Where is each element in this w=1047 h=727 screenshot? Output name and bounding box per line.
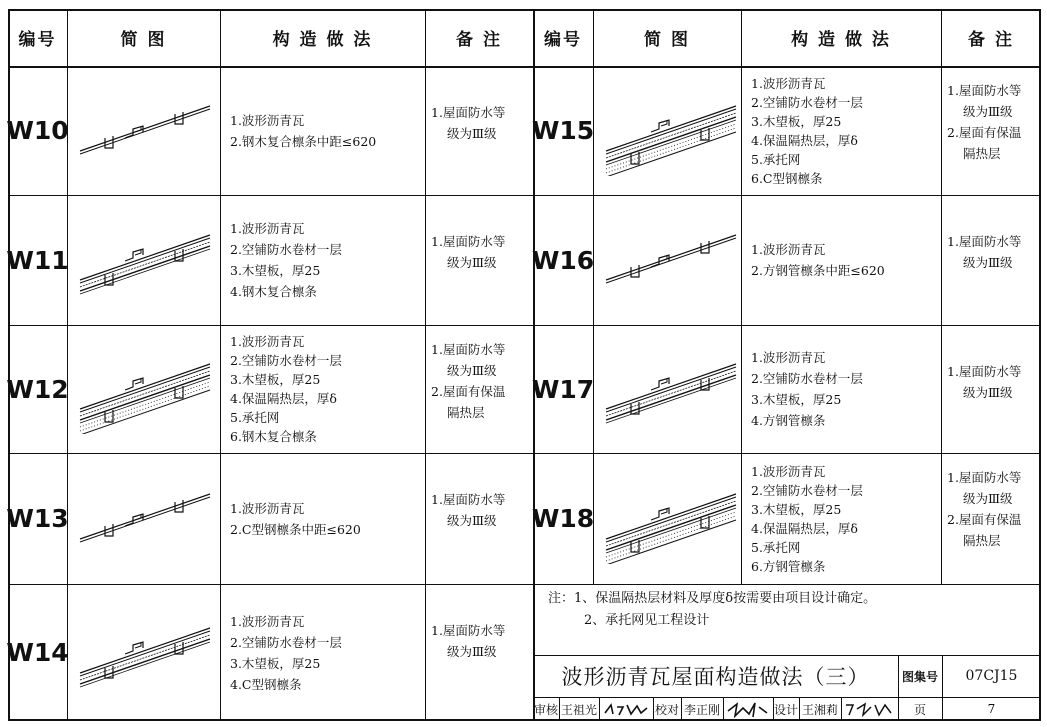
remark-item: 级为Ⅲ级 (447, 255, 497, 270)
left-header-method: 构 造 做 法 (220, 9, 425, 68)
layer-item: 3.木望板，厚25 (230, 372, 321, 387)
remark-list (947, 231, 1021, 273)
layer-item: 1.波形沥青瓦 (230, 334, 305, 349)
sketch-cell (601, 215, 741, 309)
page-label: 页 (913, 702, 926, 717)
designer-signature (843, 699, 897, 719)
remark-item: 级为Ⅲ级 (447, 644, 497, 659)
remark-item: 级为Ⅲ级 (963, 385, 1013, 400)
notes (548, 588, 876, 632)
remark-item: 隔热层 (963, 533, 1001, 548)
row-code: W15 (531, 116, 595, 145)
reviewer-name: 王祖光 (560, 702, 597, 717)
layer-item: 5.承托网 (230, 410, 280, 425)
note-line-2: 2、承托网见工程设计 (584, 613, 710, 628)
layer-item: 6.C型钢檩条 (751, 170, 823, 186)
remark-item: 1.屋面防水等 (947, 83, 1022, 98)
remark-item: 1.屋面防水等 (431, 492, 506, 507)
remark-item: 级为Ⅲ级 (963, 104, 1013, 119)
roof-section-sketch (75, 344, 215, 434)
remark-item: 1.屋面防水等 (431, 623, 506, 638)
row-code: W13 (6, 504, 69, 533)
remark-item: 1.屋面防水等 (947, 234, 1022, 249)
layer-item: 1.波形沥青瓦 (230, 613, 305, 629)
designer-name: 王湘莉 (801, 702, 838, 717)
layer-item: 3.木望板，厚25 (751, 113, 842, 129)
remark-item: 级为Ⅲ级 (447, 363, 497, 378)
sketch-cell (601, 474, 741, 568)
reviewer-signature (601, 699, 651, 719)
row-code: W11 (6, 245, 69, 275)
layer-item: 2.空铺防水卷材一层 (230, 353, 342, 368)
layer-item: 4.保温隔热层，厚δ (751, 132, 858, 148)
roof-section-sketch (601, 215, 741, 305)
remark-item: 级为Ⅲ级 (963, 255, 1013, 270)
checker-signature (725, 699, 771, 719)
layer-item: 3.木望板，厚25 (230, 263, 321, 278)
sketch-cell (601, 344, 741, 438)
left-header-code: 编号 (8, 9, 67, 68)
layer-item: 4.C型钢檩条 (230, 676, 302, 692)
remark-item: 级为Ⅲ级 (447, 126, 497, 141)
remark-item: 1.屋面防水等 (947, 364, 1022, 379)
roof-section-sketch (601, 474, 741, 564)
layer-list (751, 462, 863, 576)
row-code: W17 (531, 374, 595, 404)
layer-item: 2.空铺防水卷材一层 (751, 371, 863, 386)
layer-item: 2.空铺防水卷材一层 (230, 634, 342, 650)
layer-item: 6.方钢管檩条 (751, 558, 826, 574)
layer-list (230, 332, 342, 446)
layer-item: 5.承托网 (751, 151, 801, 167)
sketch-cell (75, 215, 215, 309)
layer-list (230, 110, 376, 152)
layer-item: 2.C型钢檩条中距≤620 (230, 521, 361, 537)
layer-item: 3.木望板，厚25 (230, 655, 321, 671)
atlas-number: 07CJ15 (965, 668, 1018, 684)
remark-list (431, 620, 505, 662)
row-code: W18 (531, 504, 595, 533)
layer-list (230, 611, 342, 695)
layer-item: 1.波形沥青瓦 (751, 463, 826, 479)
remark-item: 1.屋面防水等 (431, 105, 506, 120)
layer-item: 4.钢木复合檩条 (230, 284, 317, 299)
remark-item: 1.屋面防水等 (947, 470, 1022, 485)
right-header-method: 构 造 做 法 (741, 9, 941, 68)
layer-item: 2.空铺防水卷材一层 (751, 482, 863, 498)
layer-item: 2.方钢管檩条中距≤620 (751, 263, 885, 278)
roof-section-sketch (601, 86, 741, 176)
remark-list (947, 467, 1021, 551)
layer-item: 4.保温隔热层，厚δ (230, 391, 337, 406)
checker-name: 李正刚 (683, 702, 720, 717)
remark-item: 隔热层 (447, 405, 485, 420)
right-header-sketch: 简 图 (593, 9, 741, 68)
layer-list (751, 239, 885, 281)
layer-item: 4.保温隔热层，厚δ (751, 520, 858, 536)
sketch-cell (75, 474, 215, 568)
roof-section-sketch (75, 215, 215, 305)
layer-item: 4.方钢管檩条 (751, 413, 826, 428)
remark-item: 级为Ⅲ级 (963, 491, 1013, 506)
layer-list (751, 74, 863, 188)
layer-item: 2.空铺防水卷材一层 (230, 242, 342, 257)
remark-item: 2.屋面有保温 (431, 384, 506, 399)
layer-list (751, 347, 863, 431)
layer-item: 1.波形沥青瓦 (751, 75, 826, 91)
remark-item: 2.屋面有保温 (947, 512, 1022, 527)
layer-item: 2.空铺防水卷材一层 (751, 94, 863, 110)
row-code: W10 (6, 116, 69, 145)
layer-list (230, 498, 361, 540)
layer-item: 1.波形沥青瓦 (230, 221, 305, 236)
layer-item: 5.承托网 (751, 539, 801, 555)
roof-section-sketch (75, 474, 215, 564)
roof-section-sketch (601, 344, 741, 434)
right-header-remark: 备 注 (941, 9, 1041, 68)
remark-list (431, 339, 505, 423)
review-label: 审核 (533, 702, 558, 717)
remark-item: 隔热层 (963, 146, 1001, 161)
right-header-code: 编号 (533, 9, 593, 68)
drawing-title: 波形沥青瓦屋面构造做法（三） (561, 665, 870, 689)
remark-list (947, 361, 1021, 403)
remark-item: 1.屋面防水等 (431, 234, 506, 249)
roof-section-sketch (75, 608, 215, 698)
remark-list (431, 489, 505, 531)
row-code: W16 (531, 245, 595, 275)
layer-item: 1.波形沥青瓦 (230, 500, 305, 516)
row-code: W14 (6, 638, 69, 667)
remark-item: 2.屋面有保温 (947, 125, 1022, 140)
layer-item: 1.波形沥青瓦 (751, 242, 826, 257)
layer-item: 1.波形沥青瓦 (230, 112, 305, 128)
check-label: 校对 (654, 702, 679, 717)
layer-item: 1.波形沥青瓦 (751, 350, 826, 365)
sketch-cell (601, 86, 741, 180)
page-number: 7 (987, 702, 996, 716)
layer-item: 3.木望板，厚25 (751, 501, 842, 517)
atlas-label: 图集号 (901, 669, 938, 684)
remark-item: 级为Ⅲ级 (447, 513, 497, 528)
remark-list (947, 80, 1021, 164)
layer-item: 6.钢木复合檩条 (230, 429, 317, 444)
sketch-cell (75, 86, 215, 180)
row-code: W12 (6, 374, 69, 404)
layer-item: 3.木望板，厚25 (751, 392, 842, 407)
remark-item: 1.屋面防水等 (431, 342, 506, 357)
roof-section-sketch (75, 86, 215, 176)
layer-list (230, 218, 342, 302)
left-header-remark: 备 注 (425, 9, 533, 68)
remark-list (431, 102, 505, 144)
remark-list (431, 231, 505, 273)
left-header-sketch: 简 图 (67, 9, 220, 68)
layer-item: 2.钢木复合檩条中距≤620 (230, 133, 377, 149)
sketch-cell (75, 608, 215, 702)
design-label: 设计 (773, 702, 798, 717)
note-line-1: 注：1、保温隔热层材料及厚度δ按需要由项目设计确定。 (548, 591, 877, 606)
sketch-cell (75, 344, 215, 438)
